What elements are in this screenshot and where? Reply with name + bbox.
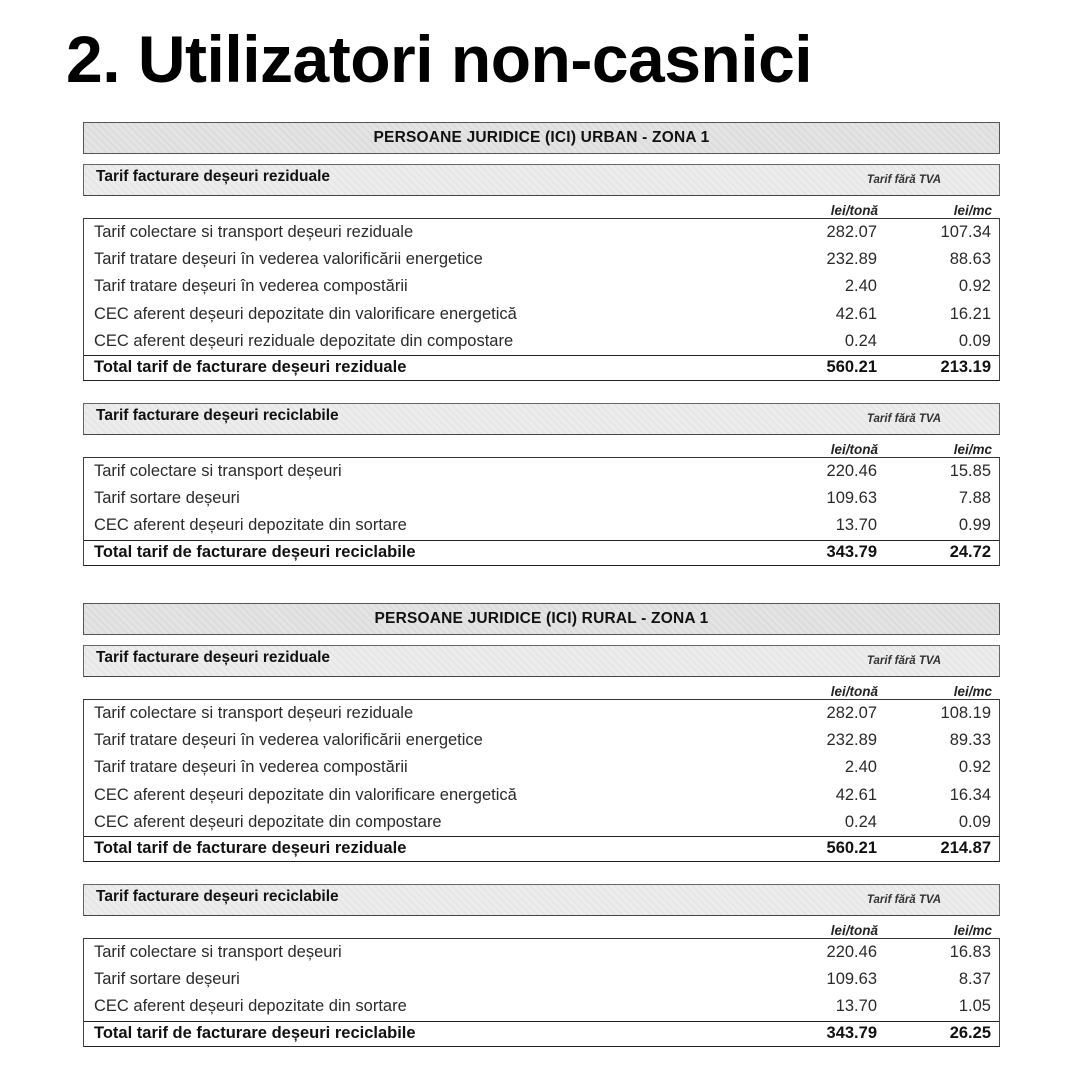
tariff-section [83,403,1000,566]
value-per-cubic-meter: 0.09 [958,812,991,831]
value-per-ton: 109.63 [826,970,877,989]
value-per-cubic-meter: 15.85 [949,462,991,481]
value-per-cubic-meter: 107.34 [940,223,991,242]
section-header [83,403,1000,435]
row-label: Tarif colectare si transport deșeuri [94,462,342,481]
total-row [84,355,999,380]
unit-header-row [83,916,1000,938]
table-row [84,727,999,754]
section-header [83,164,1000,196]
total-per-ton: 343.79 [826,1024,877,1042]
tariff-document-rural [83,603,1000,1047]
tariff-section [83,884,1000,1047]
total-row [84,1021,999,1046]
row-label: Tarif colectare si transport deșeuri reziduale [94,704,414,723]
row-label: Tarif tratare deșeuri în vederea valorificării energetice [94,250,483,269]
value-per-cubic-meter: 89.33 [949,731,991,750]
unit-per-ton: lei/tonă [830,684,878,699]
unit-per-cubic-meter: lei/mc [953,684,992,699]
section-header [83,645,1000,677]
total-label: Total tarif de facturare deșeuri reciclabile [94,543,416,561]
row-label: CEC aferent deșeuri depozitate din valorificare energetică [94,304,517,323]
table-row [84,939,999,966]
value-per-ton: 109.63 [826,489,877,508]
total-per-ton: 560.21 [826,839,877,858]
total-label: Total tarif de facturare deșeuri reciclabile [94,1024,416,1042]
table-row [84,246,999,273]
row-label: Tarif sortare deșeuri [94,489,240,508]
zone-banner: PERSOANE JURIDICE (ICI) RURAL - ZONA 1 [83,603,1000,635]
row-label: Tarif tratare deșeuri în vederea compostării [94,277,408,296]
tariff-section [83,645,1000,862]
total-label: Total tarif de facturare deșeuri reziduale [94,358,407,377]
section-title: Tarif facturare deșeuri reciclabile [96,406,339,424]
total-row [84,836,999,861]
unit-per-cubic-meter: lei/mc [953,441,992,457]
value-per-cubic-meter: 0.92 [958,758,991,777]
table-row [84,485,999,512]
total-per-cubic-meter: 24.72 [949,543,991,561]
total-per-ton: 343.79 [826,543,877,561]
unit-per-ton: lei/tonă [830,922,878,938]
value-per-ton: 0.24 [844,331,877,350]
tariff-table [83,938,1000,1047]
value-per-ton: 2.40 [844,277,877,296]
value-per-ton: 13.70 [835,997,877,1016]
value-per-cubic-meter: 1.05 [958,997,991,1016]
row-label: CEC aferent deșeuri depozitate din sortare [94,997,407,1016]
unit-header-row [83,677,1000,699]
value-per-ton: 42.61 [835,304,877,323]
value-per-cubic-meter: 108.19 [940,704,991,723]
table-row [84,273,999,300]
value-per-ton: 13.70 [835,516,877,535]
table-row [84,993,999,1020]
unit-header-row [83,196,1000,218]
zone-banner: PERSOANE JURIDICE (ICI) URBAN - ZONA 1 [83,122,1000,154]
value-per-ton: 2.40 [844,758,877,777]
value-per-cubic-meter: 0.09 [958,331,991,350]
value-per-cubic-meter: 7.88 [958,489,991,508]
table-row [84,512,999,539]
row-label: CEC aferent deșeuri depozitate din valorificare energetică [94,785,517,804]
tariff-table [83,457,1000,566]
total-per-cubic-meter: 213.19 [940,358,991,377]
value-per-ton: 282.07 [826,704,877,723]
section-title: Tarif facturare deșeuri reziduale [96,168,331,185]
value-per-ton: 220.46 [826,943,877,962]
vat-note: Tarif fără TVA [866,893,942,906]
value-per-ton: 282.07 [826,223,877,242]
tariff-table [83,218,1000,381]
row-label: CEC aferent deșeuri reziduale depozitate din compostare [94,331,514,350]
total-per-cubic-meter: 26.25 [949,1024,991,1042]
section-title: Tarif facturare deșeuri reziduale [96,649,331,666]
vat-note: Tarif fără TVA [866,655,942,667]
unit-header-row [83,435,1000,457]
value-per-cubic-meter: 88.63 [949,250,991,269]
page-title: 2. Utilizatori non-casnici [66,22,813,96]
vat-note: Tarif fără TVA [866,412,942,425]
row-label: Tarif colectare si transport deșeuri [94,943,342,962]
total-per-cubic-meter: 214.87 [940,839,991,858]
unit-per-cubic-meter: lei/mc [953,922,992,938]
unit-per-ton: lei/tonă [830,441,878,457]
unit-per-cubic-meter: lei/mc [953,203,992,218]
value-per-ton: 0.24 [844,812,877,831]
table-row [84,809,999,836]
value-per-cubic-meter: 8.37 [958,970,991,989]
unit-per-ton: lei/tonă [830,203,878,218]
table-row [84,219,999,246]
table-row [84,301,999,328]
table-row [84,328,999,355]
row-label: CEC aferent deșeuri depozitate din sortare [94,516,407,535]
tariff-table [83,699,1000,862]
total-row [84,540,999,565]
value-per-ton: 42.61 [835,785,877,804]
row-label: CEC aferent deșeuri depozitate din compostare [94,812,442,831]
value-per-cubic-meter: 0.99 [958,516,991,535]
value-per-ton: 220.46 [826,462,877,481]
table-row [84,754,999,781]
table-row [84,458,999,485]
row-label: Tarif tratare deșeuri în vederea valorificării energetice [94,731,483,750]
value-per-cubic-meter: 16.21 [949,304,991,323]
vat-note: Tarif fără TVA [866,174,942,186]
table-row [84,782,999,809]
value-per-ton: 232.89 [826,250,877,269]
section-header [83,884,1000,916]
section-title: Tarif facturare deșeuri reciclabile [96,887,339,905]
table-row [84,700,999,727]
value-per-ton: 232.89 [826,731,877,750]
value-per-cubic-meter: 0.92 [958,277,991,296]
value-per-cubic-meter: 16.83 [949,943,991,962]
total-label: Total tarif de facturare deșeuri reziduale [94,839,407,858]
total-per-ton: 560.21 [826,358,877,377]
tariff-section [83,164,1000,381]
table-row [84,966,999,993]
row-label: Tarif tratare deșeuri în vederea compostării [94,758,408,777]
row-label: Tarif colectare si transport deșeuri reziduale [94,223,414,242]
tariff-document-urban [83,122,1000,566]
value-per-cubic-meter: 16.34 [949,785,991,804]
row-label: Tarif sortare deșeuri [94,970,240,989]
